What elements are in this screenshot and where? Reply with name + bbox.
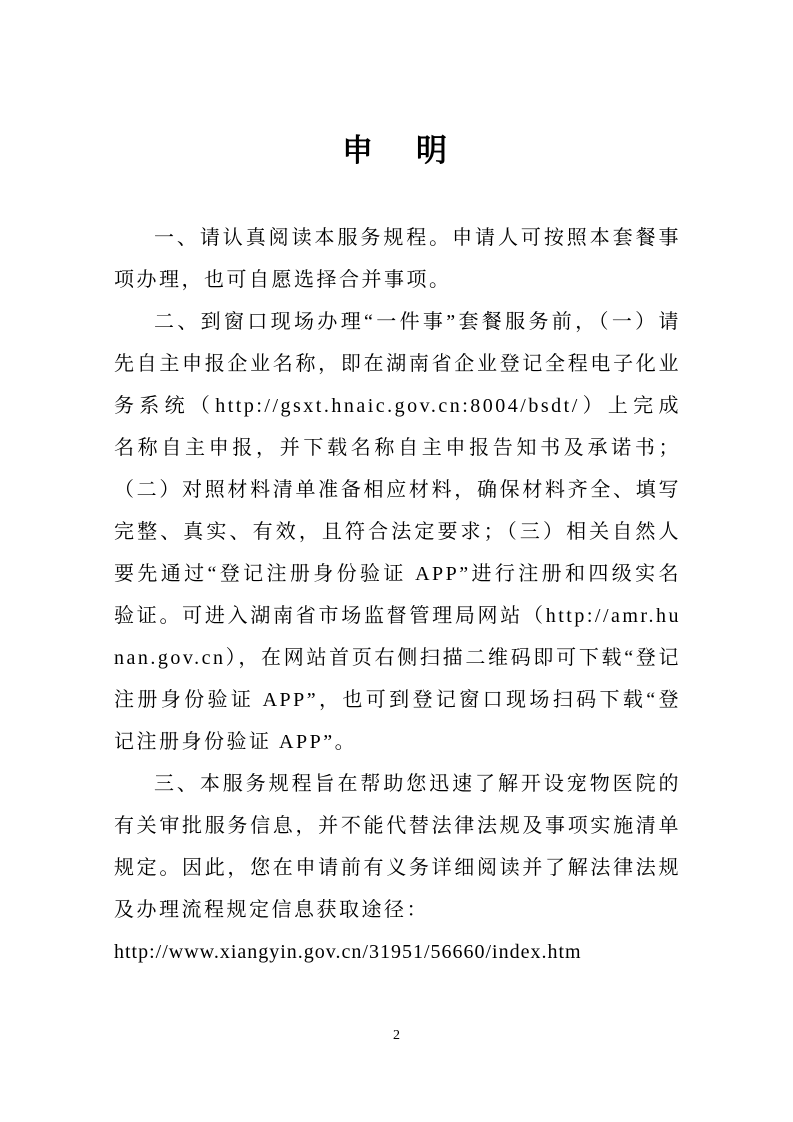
info-url-text: http://www.xiangyin.gov.cn/31951/56660/index.htm bbox=[114, 941, 582, 964]
paragraph-1: 一、请认真阅读本服务规程。申请人可按照本套餐事项办理，也可自愿选择合并事项。 bbox=[114, 227, 681, 292]
document-body bbox=[114, 217, 681, 973]
paragraph-2: 二、到窗口现场办理“一件事”套餐服务前，（一）请先自主申报企业名称，即在湖南省企业登记全程电子化业务系统（http://gsxt.hnaic.gov.cn:8004/bsdt/）上完成名称自主申报，并下载名称自主申报告知书及承诺书；（二）对照材料清单准备相应材料，确保材料齐全、填写完整、真实、有效，且符合法定要求；（三）相关自然人要先通过“登记注册身份验证 APP”进行注册和四级实名验证。可进入湖南省市场监督管理局网站（http://amr.hunan.gov.cn），在网站首页右侧扫描二维码即可下载“登记注册身份验证 APP”，也可到登记窗口现场扫码下载“登记注册身份验证 APP”。 bbox=[114, 311, 681, 754]
paragraph-3: 三、本服务规程旨在帮助您迅速了解开设宠物医院的有关审批服务信息，并不能代替法律法规及事项实施清单规定。因此，您在申请前有义务详细阅读并了解法律法规及办理流程规定信息获取途径： bbox=[114, 773, 681, 922]
page-number: 2 bbox=[393, 1028, 400, 1043]
document-content bbox=[114, 132, 681, 973]
document-title: 申 明 bbox=[342, 133, 453, 168]
